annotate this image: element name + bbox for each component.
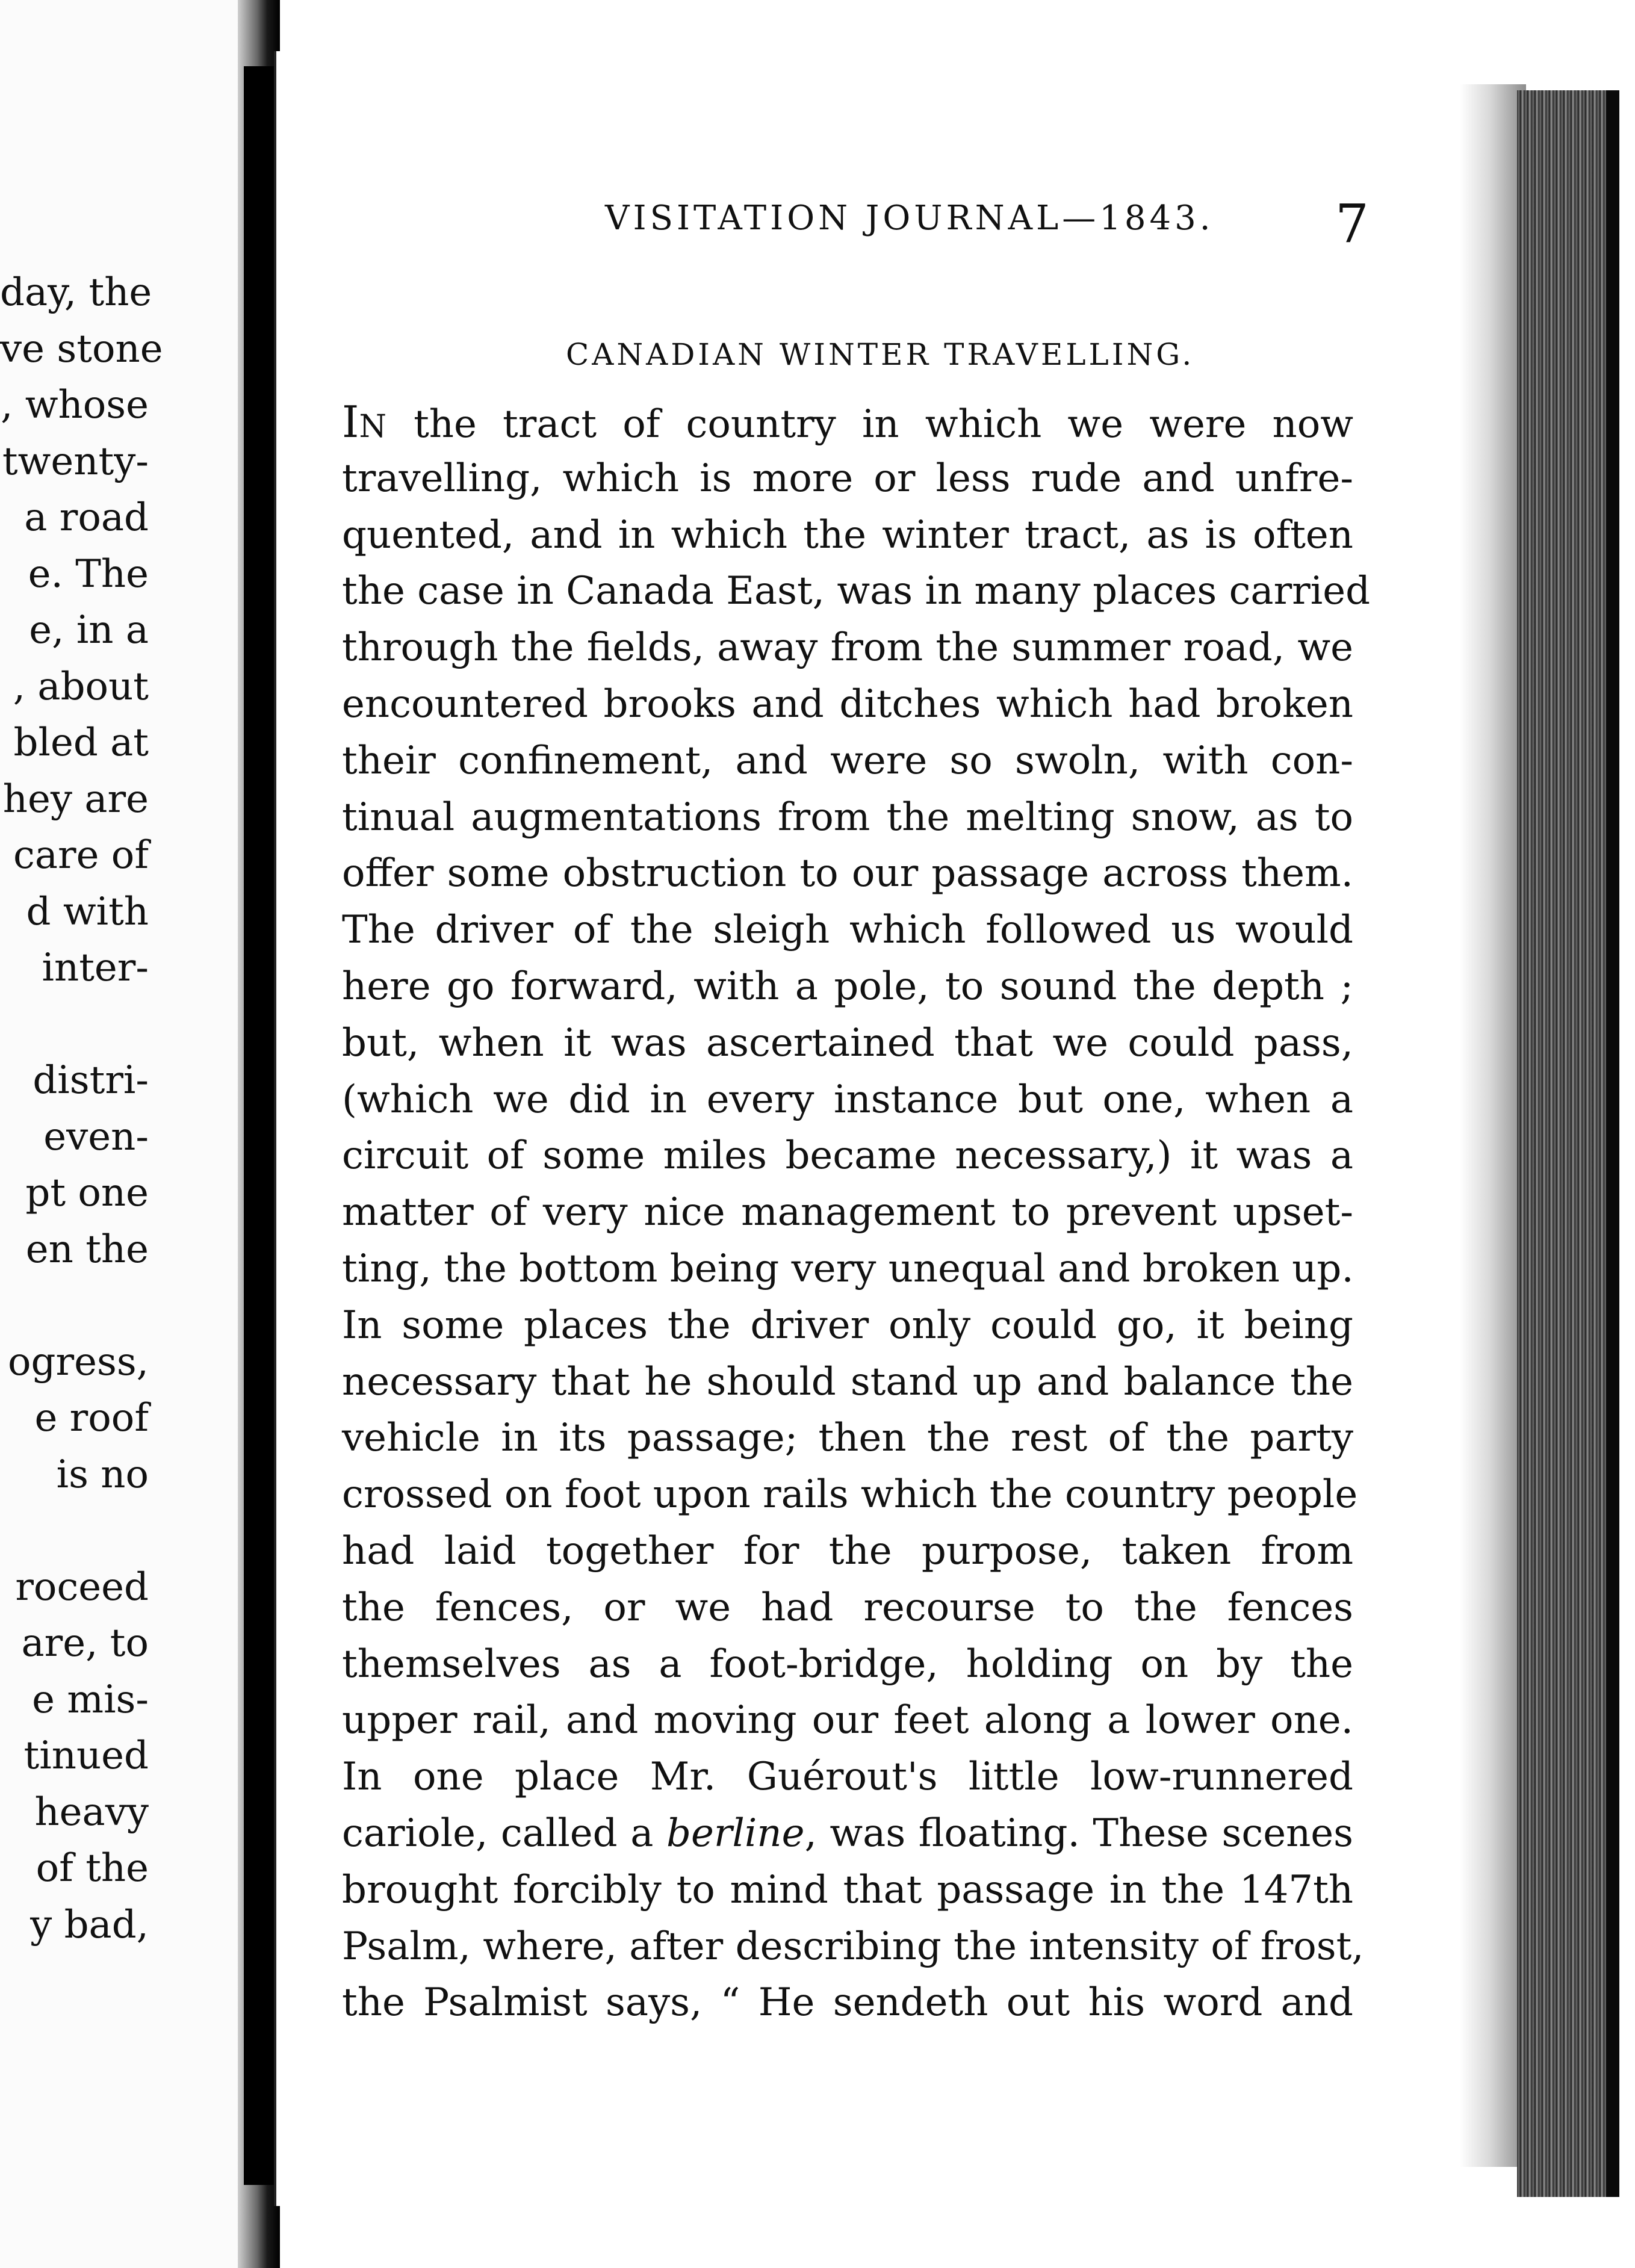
left-page-line: bled at bbox=[13, 720, 149, 765]
book-binding bbox=[244, 66, 274, 2185]
left-page-line bbox=[0, 1278, 238, 1334]
body-text bbox=[342, 394, 1371, 2031]
left-page-line: distri- bbox=[33, 1058, 149, 1103]
body-line: but, when it was ascertained that we could pass, bbox=[342, 1020, 1353, 1065]
page-number: 7 bbox=[1335, 193, 1369, 255]
page-edges bbox=[1517, 90, 1607, 2197]
initial-small-caps: N bbox=[359, 409, 388, 445]
left-page-line: care of bbox=[13, 833, 149, 878]
left-page-line: inter- bbox=[42, 946, 149, 990]
body-line: crossed on foot upon rails which the country people bbox=[342, 1472, 1358, 1517]
book-edge bbox=[1606, 90, 1619, 2197]
body-line-first bbox=[342, 394, 1353, 451]
left-page-line: , whose bbox=[1, 383, 149, 427]
left-page-line: hey are bbox=[2, 776, 149, 822]
left-facing-page bbox=[0, 0, 238, 2268]
left-page-line: heavy bbox=[34, 1789, 149, 1835]
body-line: had laid together for the purpose, taken from bbox=[342, 1528, 1353, 1573]
body-line: In one place Mr. Guérout's little low-runnered bbox=[342, 1755, 1353, 1800]
initial-capital: I bbox=[342, 397, 359, 447]
right-page-shadow bbox=[1460, 84, 1526, 2167]
left-page-line: en the bbox=[25, 1227, 149, 1272]
body-line: quented, and in which the winter tract, as is often bbox=[342, 512, 1353, 557]
left-page-line: a road bbox=[24, 495, 149, 540]
running-title: VISITATION JOURNAL—1843. bbox=[605, 199, 1214, 238]
body-line: Psalm, where, after describing the intensity of frost, bbox=[342, 1924, 1364, 1969]
body-line: circuit of some miles became necessary,) it was a bbox=[342, 1133, 1353, 1179]
body-line: offer some obstruction to our passage across them. bbox=[342, 851, 1353, 896]
berline-word: berline bbox=[666, 1811, 805, 1856]
left-page-line: y bad, bbox=[30, 1902, 149, 1947]
left-page-line: roceed bbox=[15, 1564, 149, 1610]
left-page-line: e. The bbox=[28, 551, 149, 596]
berline-line-before: cariole, called a bbox=[342, 1811, 666, 1856]
body-line: The driver of the sleigh which followed us would bbox=[342, 908, 1353, 953]
body-line: the fences, or we had recourse to the fences bbox=[342, 1585, 1353, 1630]
left-page-line: e, in a bbox=[29, 608, 149, 652]
body-line: vehicle in its passage; then the rest of the party bbox=[342, 1416, 1353, 1461]
body-line: brought forcibly to mind that passage in the 147th bbox=[342, 1867, 1353, 1912]
left-page-line: of the bbox=[36, 1846, 149, 1891]
body-line: through the fields, away from the summer road, we bbox=[342, 625, 1353, 671]
left-page-line: ve stone bbox=[0, 326, 163, 371]
left-page-line: are, to bbox=[21, 1621, 149, 1665]
left-page-line: day, the bbox=[0, 270, 152, 315]
body-line: the Psalmist says, “ He sendeth out his word and bbox=[342, 1980, 1353, 2025]
body-line: here go forward, with a pole, to sound the depth ; bbox=[342, 964, 1353, 1009]
left-page-line: pt one bbox=[25, 1171, 149, 1215]
body-line: the case in Canada East, was in many places carried bbox=[342, 569, 1371, 614]
body-line: their confinement, and were so swoln, with con- bbox=[342, 738, 1353, 783]
left-page-line: d with bbox=[26, 889, 149, 934]
left-page-line: e roof bbox=[34, 1396, 149, 1440]
body-line: (which we did in every instance but one, when a bbox=[342, 1077, 1353, 1122]
body-line: tinual augmentations from the melting snow, as to bbox=[342, 795, 1353, 840]
body-line: themselves as a foot-bridge, holding on by the bbox=[342, 1641, 1353, 1687]
left-page-line: e mis- bbox=[32, 1677, 149, 1722]
body-line bbox=[342, 1806, 1353, 1862]
left-page-line bbox=[0, 1503, 238, 1560]
section-heading: CANADIAN WINTER TRAVELLING. bbox=[566, 337, 1195, 372]
body-line: necessary that he should stand up and balance the bbox=[342, 1359, 1353, 1404]
left-page-line: , about bbox=[13, 664, 149, 709]
body-line: matter of very nice management to prevent upset- bbox=[342, 1190, 1353, 1235]
body-line: In some places the driver only could go, it being bbox=[342, 1303, 1353, 1348]
body-line: upper rail, and moving our feet along a lower one. bbox=[342, 1698, 1353, 1743]
first-line-rest: the tract of country in which we were now bbox=[387, 402, 1353, 447]
left-page-line: even- bbox=[43, 1114, 149, 1159]
body-line: encountered brooks and ditches which had broken bbox=[342, 681, 1353, 727]
left-page-line: tinued bbox=[23, 1734, 149, 1778]
left-page-text bbox=[0, 265, 238, 1953]
body-line: travelling, which is more or less rude and unfre- bbox=[342, 456, 1353, 501]
left-page-line: ogress, bbox=[8, 1339, 149, 1384]
left-page-line: is no bbox=[56, 1452, 149, 1497]
body-line: ting, the bottom being very unequal and broken up. bbox=[342, 1246, 1354, 1291]
left-page-line: twenty- bbox=[2, 439, 149, 484]
left-page-line bbox=[0, 997, 238, 1053]
berline-line-after: , was floating. These scenes bbox=[804, 1811, 1354, 1856]
